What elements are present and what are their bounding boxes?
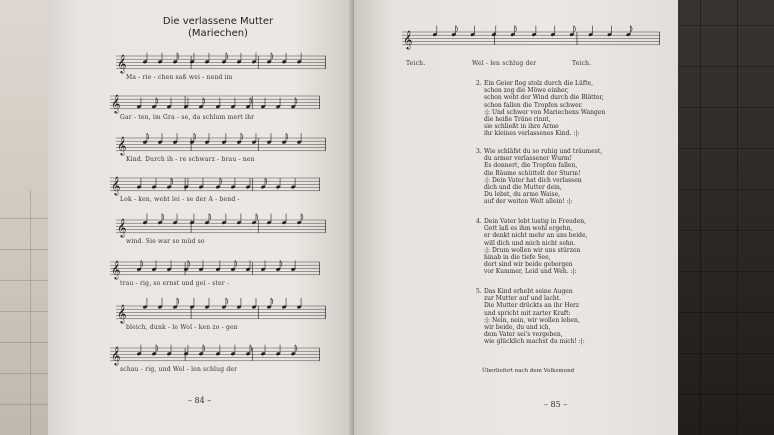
lyric-line-1: Ma - rie - chen saß wei - nend im [126,74,233,81]
verse-line: :|: Und schwer von Mariechens Wangen [484,108,606,116]
verse-line: vor Kummer, Leid und Weh. :|: [484,268,577,276]
lyric-line-right-first: Teich. [406,60,426,67]
treble-clef-icon: 𝄞 [117,54,127,73]
lyric-line-6: trau - rig, so ernst und gei - ster - [120,280,230,287]
verse-line: du armer verlassener Wurm! [484,155,573,163]
verse-line: dich und die Mutter dein, [484,184,562,192]
lyric-line-2: Gar - ten, im Gra - se, da schlum mert ihr [120,114,255,121]
background-tiles-right [664,0,774,435]
verse-line: die Bäume schüttelt der Sturm! [484,169,581,177]
lyric-line-8: schau - rig, und Wel - len schlug der [120,366,238,373]
song-title: Die verlassene Mutter [162,16,274,27]
verse-line: :|: Nein, nein, wir wollen leben, [484,316,580,324]
verse-line: schon zog die Möwe einher, [484,87,569,95]
treble-clef-icon: 𝄞 [111,94,121,113]
verse-number: 3. [476,148,482,155]
lyric-line-5: wind. Sie war so müd so [126,238,205,245]
treble-clef-icon: 𝄞 [111,346,121,365]
verse-line: Ein Geier flog stolz durch die Lüfte, [484,80,593,87]
verse-line: wie glücklich machst du mich! :|: [484,338,585,346]
system-right-notation [402,24,660,54]
lyric-line-7: bleich, dunk - le Wol - ken zo - gen [126,324,238,331]
right-page [354,0,678,435]
verse-5 [476,288,674,346]
verse-line: wir beide, du und ich, [484,324,551,332]
verse-line: zur Mutter auf und lacht. [484,295,562,303]
verse-4 [476,218,674,276]
verse-line: Wie schläfst du so ruhig und träumest, [484,148,603,155]
lyric-line-right-third: Teich. [572,60,592,67]
page-number-right: – 85 – [544,400,568,409]
verse-line: sie schließt in ihre Arme [484,123,559,131]
verse-line: er denkt nicht mehr an uns beide, [484,232,588,240]
verse-line: Gott laß es ihm wohl ergehn, [484,225,573,233]
treble-clef-icon: 𝄞 [117,136,127,155]
source-credit: Überliefert nach dem Volksmund [482,368,575,374]
verse-line: schon fallen die Tropfen schwer. [484,101,583,109]
verse-line: Die Mutter drückts an ihr Herz [484,302,580,310]
lyric-line-4: Lok - ken, weht lei - se der A - bend - [120,196,240,203]
verse-3 [476,148,674,206]
verse-line: die heiße Träne rinnt, [484,116,551,124]
verse-line: :|: Dein Vater hat dich verlassen [484,176,582,184]
verse-line: ihr kleines verlassenes Kind. :|: [484,130,580,138]
verse-line: schon weht der Wind durch die Blätter, [484,94,604,102]
verse-line: dem Vater sei's vergeben, [484,331,563,339]
verse-line: Das Kind erhebt seine Augen [484,288,573,295]
verse-number: 2. [476,80,482,87]
lyric-line-right-second: Wel - len schlug der [472,60,537,67]
page-number-left: – 84 – [188,396,212,405]
treble-clef-icon: 𝄞 [117,218,127,237]
treble-clef-icon: 𝄞 [117,304,127,323]
verse-line: :|: Drum wollen wir uns stürzen [484,246,581,254]
open-songbook [48,0,678,435]
verse-line: Du lebst, du arme Waise, [484,191,561,199]
verse-line: und spricht mit zarter Kraft: [484,309,571,317]
verse-line: will dich und mich nicht sehn. [484,239,576,247]
treble-clef-icon: 𝄞 [111,176,121,195]
lyric-line-3: Kind. Durch ih - re schwarz - brau - nen [126,156,255,163]
verse-line: dort sind wir beide geborgen [484,261,573,269]
left-page [48,0,354,435]
system-right-staff [402,24,660,54]
verse-2 [476,80,674,138]
song-subtitle: (Mariechen) [188,28,248,39]
verse-line: hinab in die tiefe See, [484,254,551,262]
verse-line: Dein Vater lebt lustig in Freuden, [484,218,587,225]
verse-line: auf der weiten Welt allein! :|: [484,198,573,206]
verse-number: 4. [476,218,482,225]
verse-line: Es donnert, die Tropfen fallen, [484,162,578,170]
treble-clef-icon: 𝄞 [403,30,413,49]
verse-number: 5. [476,288,482,295]
treble-clef-icon: 𝄞 [111,260,121,279]
